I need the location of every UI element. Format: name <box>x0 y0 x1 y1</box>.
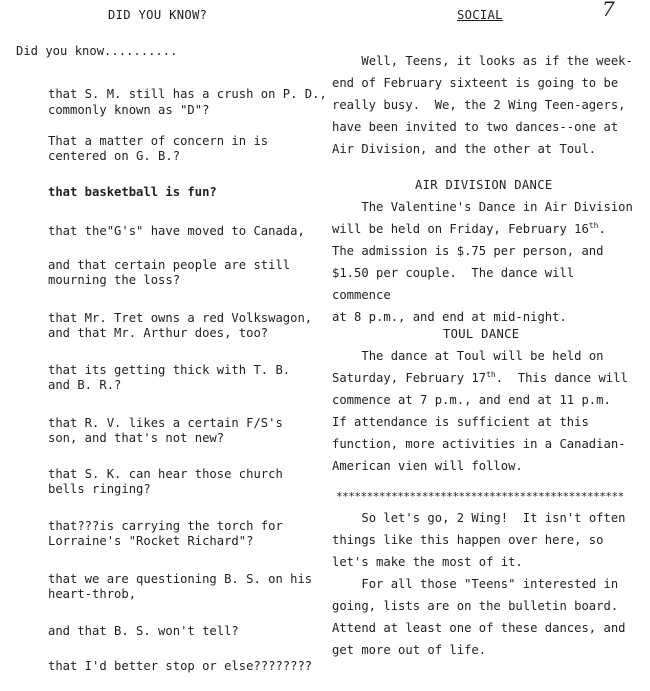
gossip-item: That a matter of concern in is centered on G. B.? <box>48 134 269 163</box>
date-suffix: th <box>588 220 599 230</box>
gossip-item: that S. M. still has a crush on P. D., <box>48 87 327 101</box>
air-division-heading: AIR DIVISION DANCE <box>415 178 553 192</box>
toul-line-1: The dance at Toul will be held on <box>332 349 604 363</box>
gossip-item: that???is carrying the torch for Lorraine's "Rocket Richard"? <box>48 519 283 548</box>
social-intro-paragraph: Well, Teens, it looks as if the week- end of February sixteent is going to be really busy. We, the 2 Wing Teen-agers, have been invited to two dances--one at Air Division, and the other at Toul. <box>332 54 633 156</box>
toul-dance-paragraph <box>332 345 637 477</box>
gossip-item: that we are questioning B. S. on his heart-throb, <box>48 572 313 601</box>
gossip-item: that the"G's" have moved to Canada, <box>48 224 305 238</box>
air-division-details: The admission is $.75 per person, and $1.50 per couple. The dance will commence at 8 p.m., and end at mid-night. <box>332 244 604 324</box>
gossip-item: and that B. S. won't tell? <box>48 624 239 638</box>
toul-dance-heading: TOUL DANCE <box>443 327 520 341</box>
gossip-item: that S. K. can hear those church bells ringing? <box>48 467 283 496</box>
toul-line-2-end: . This dance will <box>495 371 628 385</box>
closing-paragraph: So let's go, 2 Wing! It isn't often things like this happen over here, so let's make the most of it. For all those "Teens" interested in going, lists are on the bulletin board. Attend at least one of these dances, and get more out of life. <box>332 511 626 657</box>
gossip-item: that its getting thick with T. B. and B. R.? <box>48 363 291 392</box>
did-you-know-heading: DID YOU KNOW? <box>108 8 208 22</box>
asterisk-divider: *********************************************** <box>336 490 624 503</box>
date-suffix: th <box>486 369 496 379</box>
gossip-item: and that certain people are still mourning the loss? <box>48 258 291 287</box>
gossip-item: that basketball is fun? <box>48 185 217 199</box>
air-division-line-2-end: . <box>598 222 606 236</box>
gossip-item: that Mr. Tret owns a red Volkswagon, and that Mr. Arthur does, too? <box>48 311 313 340</box>
did-you-know-intro: Did you know.......... <box>16 44 178 58</box>
gossip-item: commonly known as "D"? <box>48 103 210 117</box>
toul-details: commence at 7 p.m., and end at 11 p.m. If attendance is sufficient at this function, more activities in a Canadian- American vien will follow. <box>332 393 626 473</box>
page-number: 7 <box>602 0 615 21</box>
social-heading: SOCIAL <box>457 8 503 22</box>
toul-line-2: Saturday, February 17 <box>332 371 487 385</box>
air-division-paragraph <box>332 196 637 328</box>
air-division-line-2: will be held on Friday, February 16 <box>332 222 589 236</box>
gossip-item: that I'd better stop or else???????? <box>48 659 313 673</box>
air-division-line-1: The Valentine's Dance in Air Division <box>332 200 633 214</box>
gossip-item: that R. V. likes a certain F/S's son, and that's not new? <box>48 416 283 445</box>
